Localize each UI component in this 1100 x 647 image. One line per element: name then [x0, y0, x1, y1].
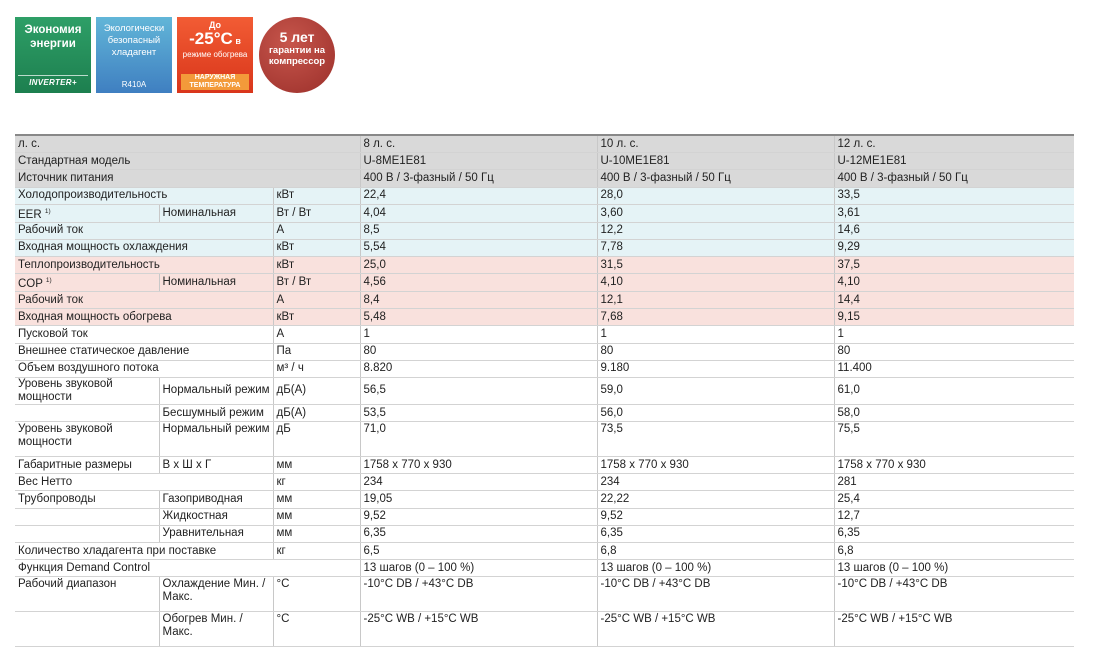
row-unit: дБ	[273, 422, 360, 457]
value-8hp: 1758 x 770 x 930	[360, 457, 597, 474]
value-12hp: 14,6	[834, 222, 1074, 239]
row-sublabel: Бесшумный режим	[159, 404, 273, 421]
row-unit: Вт / Вт	[273, 204, 360, 222]
model-10hp-header: 10 л. с.	[597, 135, 834, 153]
value-10hp: 3,60	[597, 204, 834, 222]
row-label	[15, 170, 360, 187]
row-label	[15, 222, 273, 239]
value-8hp: 13 шагов (0 – 100 %)	[360, 560, 597, 577]
value-8hp: 6,35	[360, 525, 597, 542]
value-8hp: 6,5	[360, 543, 597, 560]
value-12hp: 281	[834, 474, 1074, 491]
row-label	[15, 508, 159, 525]
value-8hp: 5,48	[360, 309, 597, 326]
row-label	[15, 577, 159, 612]
value-10hp: 1	[597, 326, 834, 343]
row-label-text: EER	[18, 208, 42, 221]
value-8hp: 5,54	[360, 239, 597, 256]
table-row	[15, 239, 1074, 256]
row-label	[15, 422, 159, 457]
value-10hp: 6,35	[597, 525, 834, 542]
row-label	[15, 309, 273, 326]
badge-text: гарантии на	[268, 45, 326, 56]
row-label	[15, 474, 273, 491]
badge-text: в	[235, 36, 241, 46]
value-10hp: 56,0	[597, 404, 834, 421]
value-10hp: 234	[597, 474, 834, 491]
row-unit: кг	[273, 543, 360, 560]
value-10hp: 4,10	[597, 274, 834, 292]
eco-refrigerant-badge	[96, 17, 172, 93]
value-8hp: U-8ME1E81	[360, 153, 597, 170]
badge-text: ТЕМПЕРАТУРА	[189, 82, 241, 89]
value-12hp: 400 В / 3-фазный / 50 Гц	[834, 170, 1074, 187]
row-sublabel: Обогрев Мин. / Макс.	[159, 612, 273, 647]
row-label	[15, 256, 273, 273]
table-row	[15, 291, 1074, 308]
value-10hp: 6,8	[597, 543, 834, 560]
row-label	[15, 153, 360, 170]
row-unit: мм	[273, 491, 360, 508]
value-12hp: 58,0	[834, 404, 1074, 421]
row-unit: кВт	[273, 187, 360, 204]
value-8hp: 56,5	[360, 377, 597, 404]
row-unit: А	[273, 326, 360, 343]
row-label-text: Пусковой ток	[18, 327, 88, 340]
table-row	[15, 309, 1074, 326]
value-12hp: -10°C DB / +43°C DB	[834, 577, 1074, 612]
value-8hp: 53,5	[360, 404, 597, 421]
row-sublabel: Номинальная	[159, 274, 273, 292]
row-unit: °C	[273, 577, 360, 612]
row-label-text: Рабочий диапазон	[18, 578, 117, 591]
hp-label: л. с.	[15, 135, 360, 153]
row-unit: кВт	[273, 309, 360, 326]
row-label	[15, 543, 273, 560]
value-8hp: 4,56	[360, 274, 597, 292]
row-label	[15, 343, 273, 360]
table-row	[15, 343, 1074, 360]
value-12hp: 61,0	[834, 377, 1074, 404]
row-unit: мм	[273, 525, 360, 542]
value-10hp: 80	[597, 343, 834, 360]
value-10hp: 28,0	[597, 187, 834, 204]
table-row	[15, 187, 1074, 204]
row-unit: кг	[273, 474, 360, 491]
row-unit: Вт / Вт	[273, 274, 360, 292]
value-10hp: 59,0	[597, 377, 834, 404]
value-10hp: 73,5	[597, 422, 834, 457]
value-12hp: 3,61	[834, 204, 1074, 222]
table-row	[15, 612, 1074, 647]
value-12hp: 13 шагов (0 – 100 %)	[834, 560, 1074, 577]
value-10hp: 22,22	[597, 491, 834, 508]
table-row	[15, 377, 1074, 404]
value-12hp: 9,29	[834, 239, 1074, 256]
badge-text: режиме обогрева	[182, 50, 248, 59]
value-12hp: 12,7	[834, 508, 1074, 525]
value-10hp: 12,1	[597, 291, 834, 308]
value-12hp: 33,5	[834, 187, 1074, 204]
value-12hp: 4,10	[834, 274, 1074, 292]
row-sublabel: Жидкостная	[159, 508, 273, 525]
row-unit: дБ(А)	[273, 377, 360, 404]
row-label-text: Функция Demand Control	[18, 561, 151, 574]
value-10hp: 9.180	[597, 360, 834, 377]
row-unit: кВт	[273, 239, 360, 256]
row-label-text: Объем воздушного потока	[18, 362, 159, 375]
value-10hp: 1758 x 770 x 930	[597, 457, 834, 474]
value-8hp: 71,0	[360, 422, 597, 457]
row-unit: А	[273, 222, 360, 239]
row-label	[15, 404, 159, 421]
outdoor-temp-label	[181, 74, 249, 90]
row-sublabel: Охлаждение Мин. / Макс.	[159, 577, 273, 612]
badge-text: Экономия	[24, 24, 82, 36]
table-row	[15, 170, 1074, 187]
row-label-text: Уровень звуковой мощности	[18, 423, 113, 449]
row-unit: Па	[273, 343, 360, 360]
row-label-text: Источник питания	[18, 171, 114, 184]
value-8hp: 8.820	[360, 360, 597, 377]
badge-text: хладагент	[111, 47, 157, 58]
row-label-text: Внешнее статическое давление	[18, 345, 190, 358]
value-12hp: 11.400	[834, 360, 1074, 377]
row-label	[15, 291, 273, 308]
table-row	[15, 153, 1074, 170]
footnote-marker: 1)	[45, 277, 52, 285]
value-10hp: U-10ME1E81	[597, 153, 834, 170]
value-12hp: 6,8	[834, 543, 1074, 560]
table-row	[15, 256, 1074, 273]
row-label	[15, 525, 159, 542]
row-label-text: Холодопроизводительность	[18, 189, 168, 202]
row-sublabel: В х Ш х Г	[159, 457, 273, 474]
row-label-text: Рабочий ток	[18, 293, 84, 306]
value-12hp: 9,15	[834, 309, 1074, 326]
value-12hp: -25°C WB / +15°C WB	[834, 612, 1074, 647]
table-row	[15, 422, 1074, 457]
refrigerant-label: R410A	[121, 80, 147, 89]
row-label-text: Количество хладагента при поставке	[18, 544, 217, 557]
value-10hp: -10°C DB / +43°C DB	[597, 577, 834, 612]
value-8hp: 400 В / 3-фазный / 50 Гц	[360, 170, 597, 187]
badge-text: компрессор	[268, 56, 326, 67]
model-12hp-header: 12 л. с.	[834, 135, 1074, 153]
row-label	[15, 360, 273, 377]
badge-text: энергии	[30, 38, 76, 50]
row-label-text: Трубопроводы	[18, 493, 96, 506]
value-8hp: 25,0	[360, 256, 597, 273]
row-label	[15, 239, 273, 256]
row-label-text: Габаритные размеры	[18, 458, 132, 471]
value-10hp: 13 шагов (0 – 100 %)	[597, 560, 834, 577]
value-10hp: 7,68	[597, 309, 834, 326]
energy-saving-badge	[15, 17, 91, 93]
temperature-value: -25°C	[189, 29, 233, 48]
row-label	[15, 560, 360, 577]
model-8hp-header: 8 л. с.	[360, 135, 597, 153]
value-10hp: 400 В / 3-фазный / 50 Гц	[597, 170, 834, 187]
row-sublabel: Нормальный режим	[159, 377, 273, 404]
table-row	[15, 326, 1074, 343]
value-10hp: 31,5	[597, 256, 834, 273]
row-label-text: Вес Нетто	[18, 475, 73, 488]
table-row	[15, 577, 1074, 612]
value-8hp: 1	[360, 326, 597, 343]
value-8hp: 19,05	[360, 491, 597, 508]
value-8hp: 9,52	[360, 508, 597, 525]
row-label	[15, 457, 159, 474]
row-unit: м³ / ч	[273, 360, 360, 377]
value-8hp: 80	[360, 343, 597, 360]
value-10hp: -25°C WB / +15°C WB	[597, 612, 834, 647]
warranty-badge	[259, 17, 335, 93]
row-label	[15, 274, 159, 292]
row-label-text: COP	[18, 277, 43, 290]
value-12hp: 1758 x 770 x 930	[834, 457, 1074, 474]
table-row	[15, 491, 1074, 508]
value-8hp: 234	[360, 474, 597, 491]
value-8hp: 22,4	[360, 187, 597, 204]
badge-text: НАРУЖНАЯ	[194, 74, 236, 81]
row-unit: кВт	[273, 256, 360, 273]
table-row	[15, 508, 1074, 525]
table-row	[15, 560, 1074, 577]
value-12hp: 1	[834, 326, 1074, 343]
row-label	[15, 204, 159, 222]
row-sublabel: Газоприводная	[159, 491, 273, 508]
badge-text: Экологически	[103, 23, 165, 34]
row-sublabel: Уравнительная	[159, 525, 273, 542]
value-10hp: 12,2	[597, 222, 834, 239]
value-12hp: 80	[834, 343, 1074, 360]
inverter-logo: INVERTER+	[18, 75, 88, 87]
row-label	[15, 326, 273, 343]
value-12hp: 14,4	[834, 291, 1074, 308]
table-row	[15, 404, 1074, 421]
value-12hp: 25,4	[834, 491, 1074, 508]
table-row	[15, 360, 1074, 377]
value-12hp: U-12ME1E81	[834, 153, 1074, 170]
value-12hp: 37,5	[834, 256, 1074, 273]
table-row	[15, 222, 1074, 239]
row-sublabel: Номинальная	[159, 204, 273, 222]
badge-text: До	[208, 20, 222, 30]
table-row	[15, 204, 1074, 222]
row-unit: А	[273, 291, 360, 308]
value-10hp: 9,52	[597, 508, 834, 525]
table-row	[15, 457, 1074, 474]
row-label-text: Входная мощность обогрева	[18, 310, 172, 323]
row-label	[15, 187, 273, 204]
value-12hp: 6,35	[834, 525, 1074, 542]
row-label-text: Входная мощность охлаждения	[18, 241, 188, 254]
badge-text: 5 лет	[279, 29, 315, 45]
value-8hp: 8,4	[360, 291, 597, 308]
table-row	[15, 474, 1074, 491]
row-label-text: Теплопроизводительность	[18, 258, 160, 271]
row-unit: дБ(А)	[273, 404, 360, 421]
table-row	[15, 525, 1074, 542]
value-8hp: -10°C DB / +43°C DB	[360, 577, 597, 612]
value-12hp: 75,5	[834, 422, 1074, 457]
table-row	[15, 274, 1074, 292]
row-sublabel: Нормальный режим	[159, 422, 273, 457]
value-8hp: -25°C WB / +15°C WB	[360, 612, 597, 647]
footnote-marker: 1)	[44, 207, 51, 215]
value-8hp: 4,04	[360, 204, 597, 222]
row-unit: °C	[273, 612, 360, 647]
table-row	[15, 543, 1074, 560]
value-10hp: 7,78	[597, 239, 834, 256]
low-temp-badge	[177, 17, 253, 93]
row-unit: мм	[273, 508, 360, 525]
row-unit: мм	[273, 457, 360, 474]
value-8hp: 8,5	[360, 222, 597, 239]
badge-text: безопасный	[107, 35, 161, 46]
specifications-table	[15, 134, 1074, 647]
row-label-text: Рабочий ток	[18, 224, 84, 237]
table-header-row	[15, 135, 1074, 153]
row-label	[15, 612, 159, 647]
row-label	[15, 491, 159, 508]
row-label	[15, 377, 159, 404]
row-label-text: Стандартная модель	[18, 154, 131, 167]
row-label-text: Уровень звуковой мощности	[18, 377, 113, 403]
